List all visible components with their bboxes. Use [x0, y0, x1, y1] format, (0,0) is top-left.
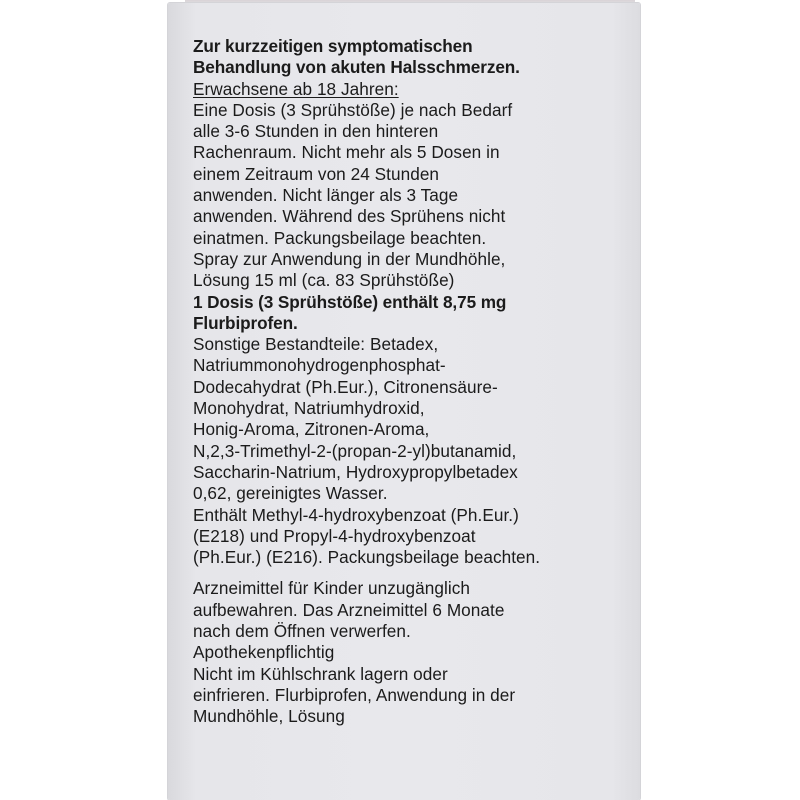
- ingredients-line: (Ph.Eur.) (E216). Packungsbeilage beachten.: [193, 547, 541, 568]
- ingredients-line: 0,62, gereinigtes Wasser.: [193, 483, 388, 504]
- ingredients-line: Dodecahydrat (Ph.Eur.), Citronensäure-: [193, 376, 498, 397]
- storage-line: aufbewahren. Das Arzneimittel 6 Monate: [193, 599, 505, 620]
- dosage-line: einem Zeitraum von 24 Stunden: [193, 163, 440, 184]
- ingredients-line: Saccharin-Natrium, Hydroxypropylbetadex: [193, 461, 518, 482]
- dosage-line: anwenden. Während des Sprühens nicht: [193, 206, 506, 227]
- active-ingredient-line: Flurbiprofen.: [193, 312, 298, 333]
- ingredients-line: Sonstige Bestandteile: Betadex,: [193, 334, 439, 355]
- dosage-line: Rachenraum. Nicht mehr als 5 Dosen in: [193, 142, 500, 163]
- paragraph-gap: [193, 568, 633, 578]
- ingredients-line: (E218) und Propyl-4-hydroxybenzoat: [193, 525, 476, 546]
- ingredients-line: N,2,3-Trimethyl-2-(propan-2-yl)butanamid,: [193, 440, 517, 461]
- headline-line: Behandlung von akuten Halsschmerzen.: [193, 57, 520, 78]
- ingredients-line: Enthält Methyl-4-hydroxybenzoat (Ph.Eur.): [193, 504, 519, 525]
- ingredients-line: Monohydrat, Natriumhydroxid,: [193, 398, 425, 419]
- dosage-line: Lösung 15 ml (ca. 83 Sprühstöße): [193, 270, 455, 291]
- audience-label: Erwachsene ab 18 Jahren:: [193, 78, 399, 99]
- storage-line: Mundhöhle, Lösung: [193, 706, 345, 727]
- storage-line: einfrieren. Flurbiprofen, Anwendung in der: [193, 684, 516, 705]
- ingredients-line: Natriummonohydrogenphosphat-: [193, 355, 446, 376]
- dosage-line: Eine Dosis (3 Sprühstöße) je nach Bedarf: [193, 99, 513, 120]
- storage-line: Arzneimittel für Kinder unzugänglich: [193, 578, 470, 599]
- storage-line: Apothekenpflichtig: [193, 642, 335, 663]
- dosage-line: Spray zur Anwendung in der Mundhöhle,: [193, 248, 506, 269]
- dosage-line: einatmen. Packungsbeilage beachten.: [193, 227, 487, 248]
- dosage-line: alle 3-6 Stunden in den hinteren: [193, 121, 439, 142]
- ingredients-line: Honig-Aroma, Zitronen-Aroma,: [193, 419, 430, 440]
- package-label-text: [193, 36, 633, 728]
- headline-line: Zur kurzzeitigen symptomatischen: [193, 36, 473, 56]
- storage-line: nach dem Öffnen verwerfen.: [193, 621, 411, 642]
- storage-line: Nicht im Kühlschrank lagern oder: [193, 663, 448, 684]
- dosage-line: anwenden. Nicht länger als 3 Tage: [193, 185, 459, 206]
- active-ingredient-line: 1 Dosis (3 Sprühstöße) enthält 8,75 mg: [193, 291, 507, 312]
